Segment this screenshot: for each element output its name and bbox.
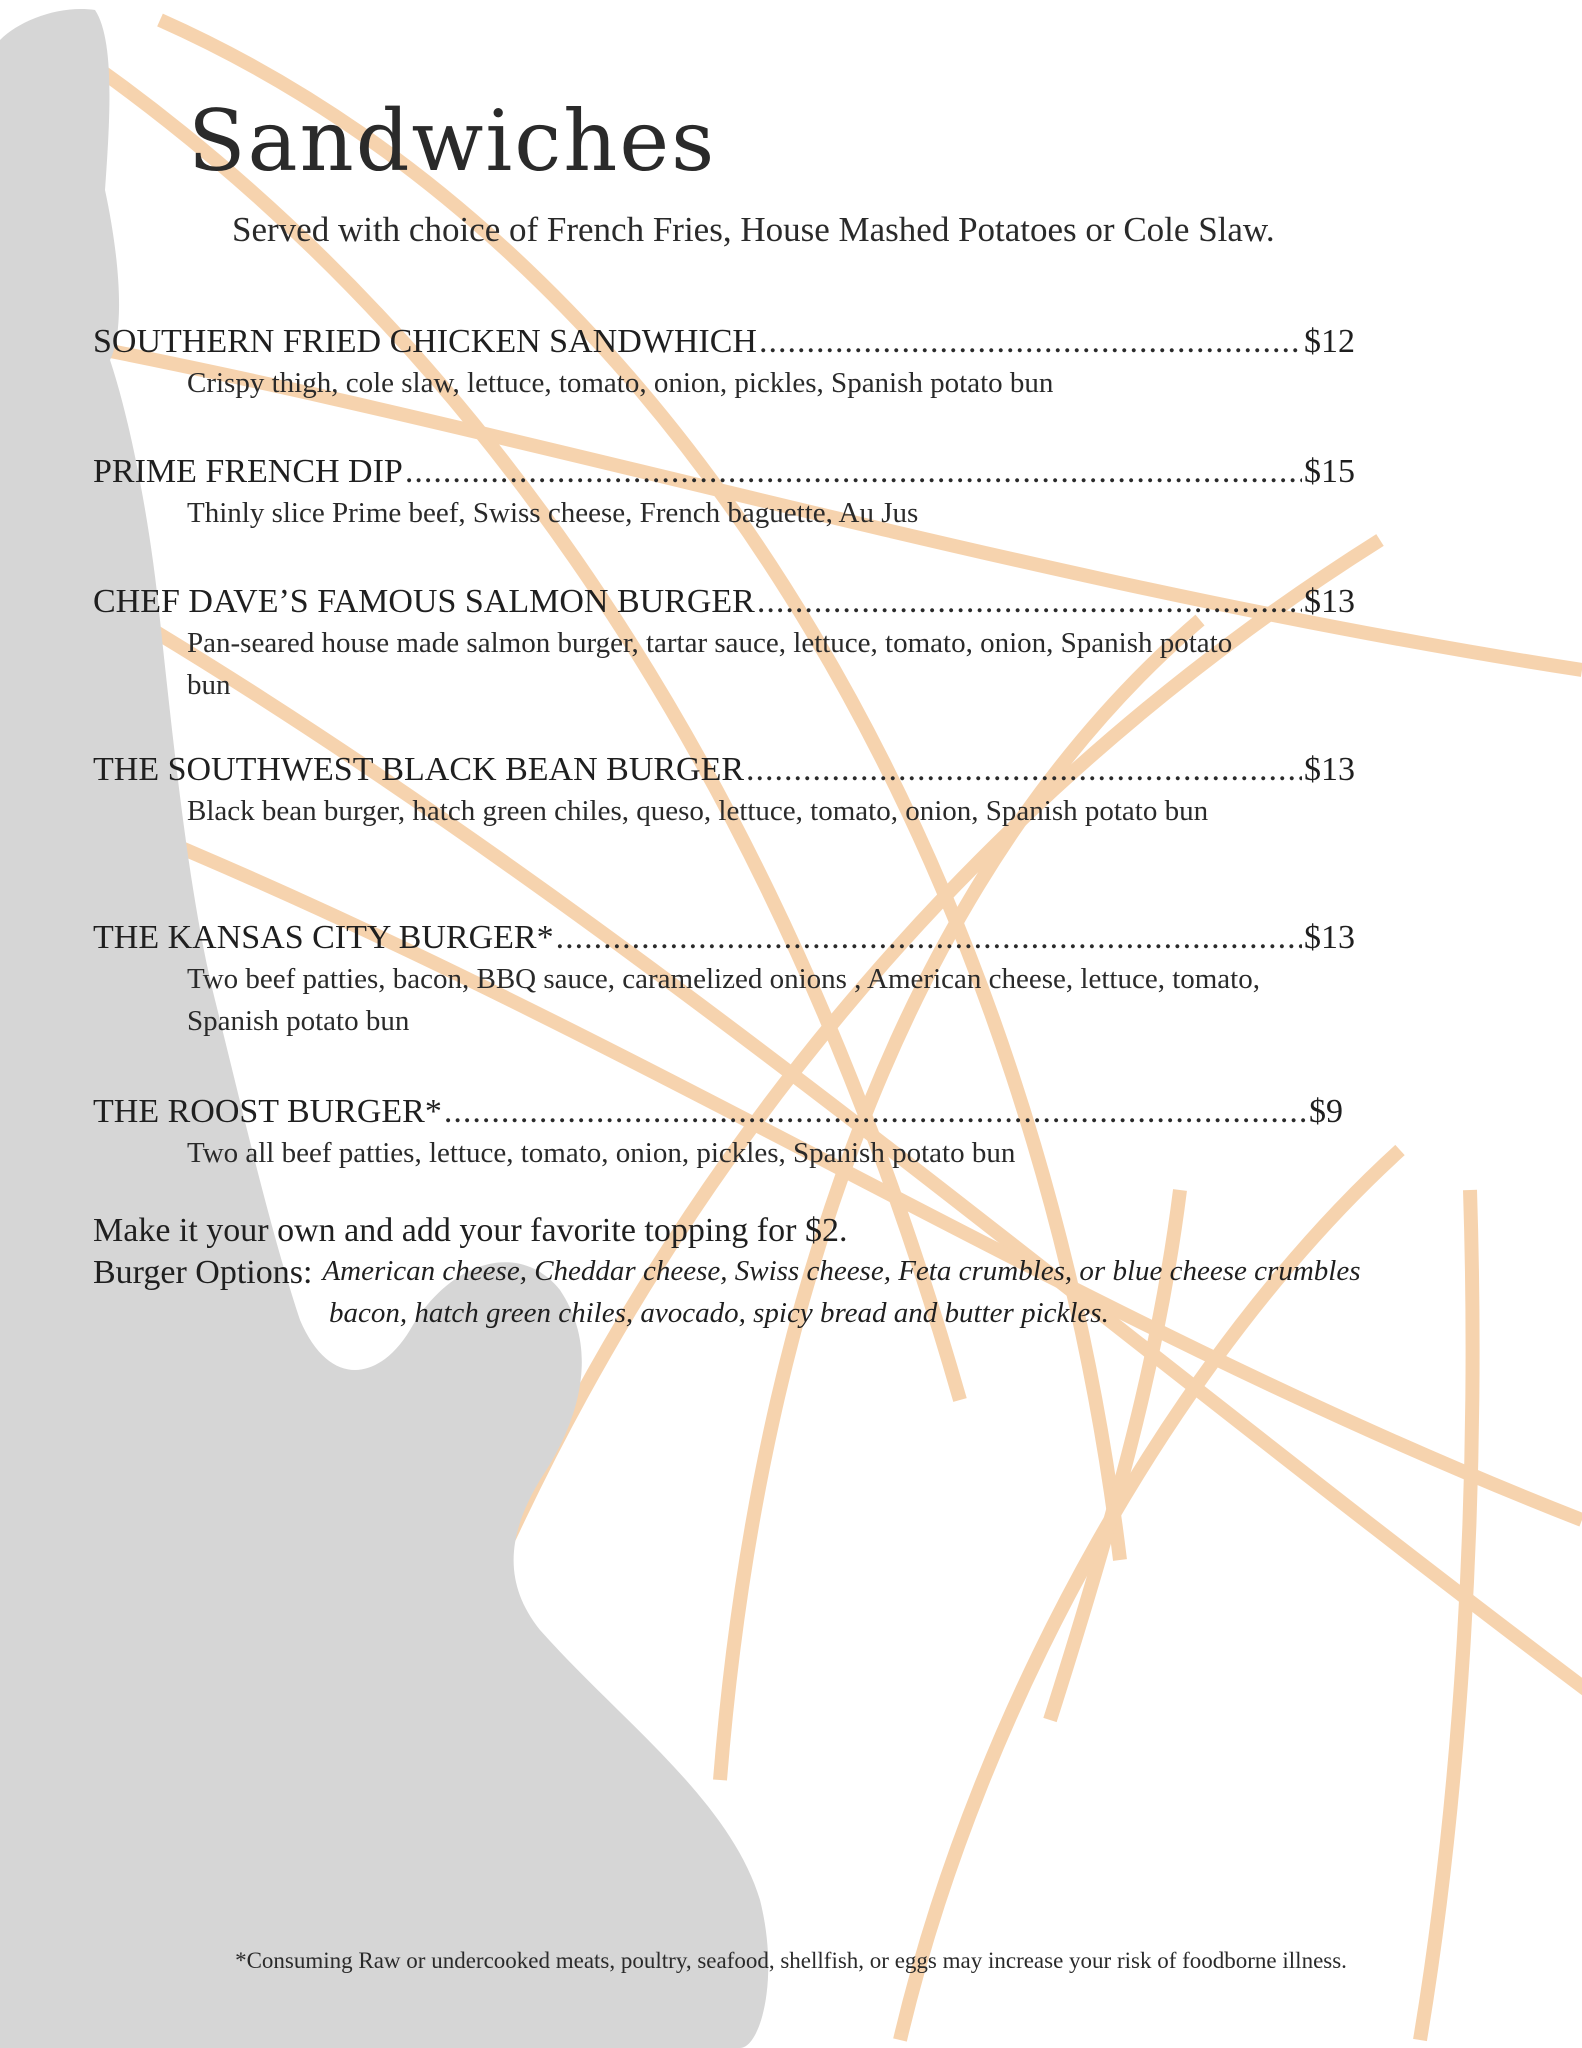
item-description: Two all beef patties, lettuce, tomato, onion, pickles, Spanish potato bun bbox=[187, 1137, 1016, 1169]
item-name: CHEF DAVE’S FAMOUS SALMON BURGER bbox=[93, 583, 755, 620]
item-price: $13 bbox=[1304, 583, 1355, 620]
burger-options-line1: American cheese, Cheddar cheese, Swiss cheese, Feta crumbles, or blue cheese crumbles bbox=[322, 1255, 1361, 1287]
item-price: $12 bbox=[1304, 323, 1355, 360]
item-price: $13 bbox=[1304, 751, 1355, 788]
dot-leader bbox=[405, 452, 1302, 492]
toppings-section bbox=[93, 1210, 1493, 1332]
item-description: Crispy thigh, cole slaw, lettuce, tomato, onion, pickles, Spanish potato bun bbox=[187, 367, 1054, 399]
item-price: $15 bbox=[1304, 453, 1355, 490]
page-subtitle: Served with choice of French Fries, House Mashed Potatoes or Cole Slaw. bbox=[232, 210, 1275, 249]
item-description: Thinly slice Prime beef, Swiss cheese, French baguette, Au Jus bbox=[187, 497, 919, 529]
menu-item bbox=[93, 582, 1355, 706]
item-price: $9 bbox=[1309, 1093, 1343, 1130]
dot-leader bbox=[444, 1092, 1307, 1132]
dot-leader bbox=[759, 322, 1302, 362]
menu-item bbox=[93, 1092, 1343, 1174]
dot-leader bbox=[556, 918, 1302, 958]
menu-item bbox=[93, 750, 1355, 832]
item-name: THE ROOST BURGER* bbox=[93, 1093, 442, 1130]
menu-item bbox=[93, 452, 1355, 534]
menu-item bbox=[93, 918, 1355, 1042]
item-name: SOUTHERN FRIED CHICKEN SANDWHICH bbox=[93, 323, 757, 360]
item-description: Pan-seared house made salmon burger, tartar sauce, lettuce, tomato, onion, Spanish potato bun bbox=[187, 627, 1233, 701]
dot-leader bbox=[746, 750, 1302, 790]
dot-leader bbox=[757, 582, 1302, 622]
item-price: $13 bbox=[1304, 919, 1355, 956]
item-name: THE SOUTHWEST BLACK BEAN BURGER bbox=[93, 751, 745, 788]
footnote: *Consuming Raw or undercooked meats, poultry, seafood, shellfish, or eggs may increase your risk of foodborne illness. bbox=[235, 1948, 1347, 1973]
item-description: Two beef patties, bacon, BBQ sauce, caramelized onions , American cheese, lettuce, tomato, Spanish potato bun bbox=[187, 963, 1260, 1037]
item-description: Black bean burger, hatch green chiles, queso, lettuce, tomato, onion, Spanish potato bun bbox=[187, 795, 1209, 827]
burger-options-label: Burger Options: bbox=[93, 1254, 313, 1291]
toppings-intro: Make it your own and add your favorite topping for $2. bbox=[93, 1212, 848, 1249]
burger-options-line2: bacon, hatch green chiles, avocado, spicy bread and butter pickles. bbox=[329, 1297, 1109, 1329]
item-name: PRIME FRENCH DIP bbox=[93, 453, 403, 490]
menu-item bbox=[93, 322, 1355, 404]
page-title: Sandwiches bbox=[188, 92, 717, 190]
item-name: THE KANSAS CITY BURGER* bbox=[93, 919, 554, 956]
